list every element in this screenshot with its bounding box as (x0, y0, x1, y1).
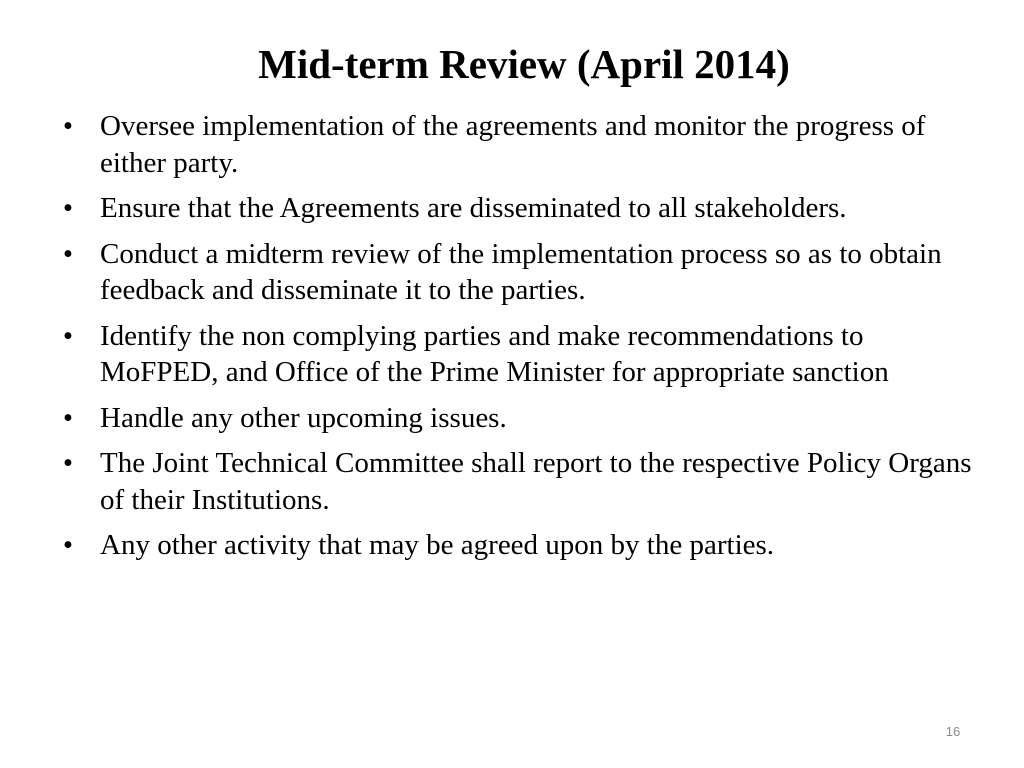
bullet-text: Conduct a midterm review of the implementation process so as to obtain feedback and disseminate it to the parties. (100, 237, 942, 306)
bullet-item (58, 108, 988, 181)
bullet-text: The Joint Technical Committee shall report to the respective Policy Organs of their Institutions. (100, 447, 972, 516)
bullet-dot-icon: • (62, 529, 74, 561)
bullet-dot-icon: • (62, 319, 74, 352)
bullet-dot-icon: • (62, 447, 74, 479)
bullet-text: Any other activity that may be agreed upon by the parties. (100, 529, 775, 561)
bullet-text: Handle any other upcoming issues. (100, 401, 507, 434)
bullet-item (58, 318, 988, 391)
bullet-dot-icon: • (62, 237, 74, 270)
bullet-item (58, 400, 988, 437)
bullet-item (58, 236, 988, 309)
bullet-item (58, 190, 988, 227)
bullet-dot-icon: • (62, 110, 74, 142)
bullet-text: Identify the non complying parties and make recommendations to MoFPED, and Office of the Prime Minister for appropriate sanction (100, 319, 889, 388)
bullet-list (58, 108, 988, 573)
bullet-dot-icon: • (62, 192, 74, 224)
bullet-text: Ensure that the Agreements are disseminated to all stakeholders. (100, 192, 847, 224)
bullet-text: Oversee implementation of the agreements and monitor the progress of either party. (100, 110, 926, 179)
slide-number: 16 (945, 724, 961, 739)
bullet-dot-icon: • (62, 401, 74, 434)
slide-title: Mid-term Review (April 2014) (258, 41, 790, 87)
bullet-item (58, 527, 988, 564)
bullet-item (58, 445, 988, 518)
